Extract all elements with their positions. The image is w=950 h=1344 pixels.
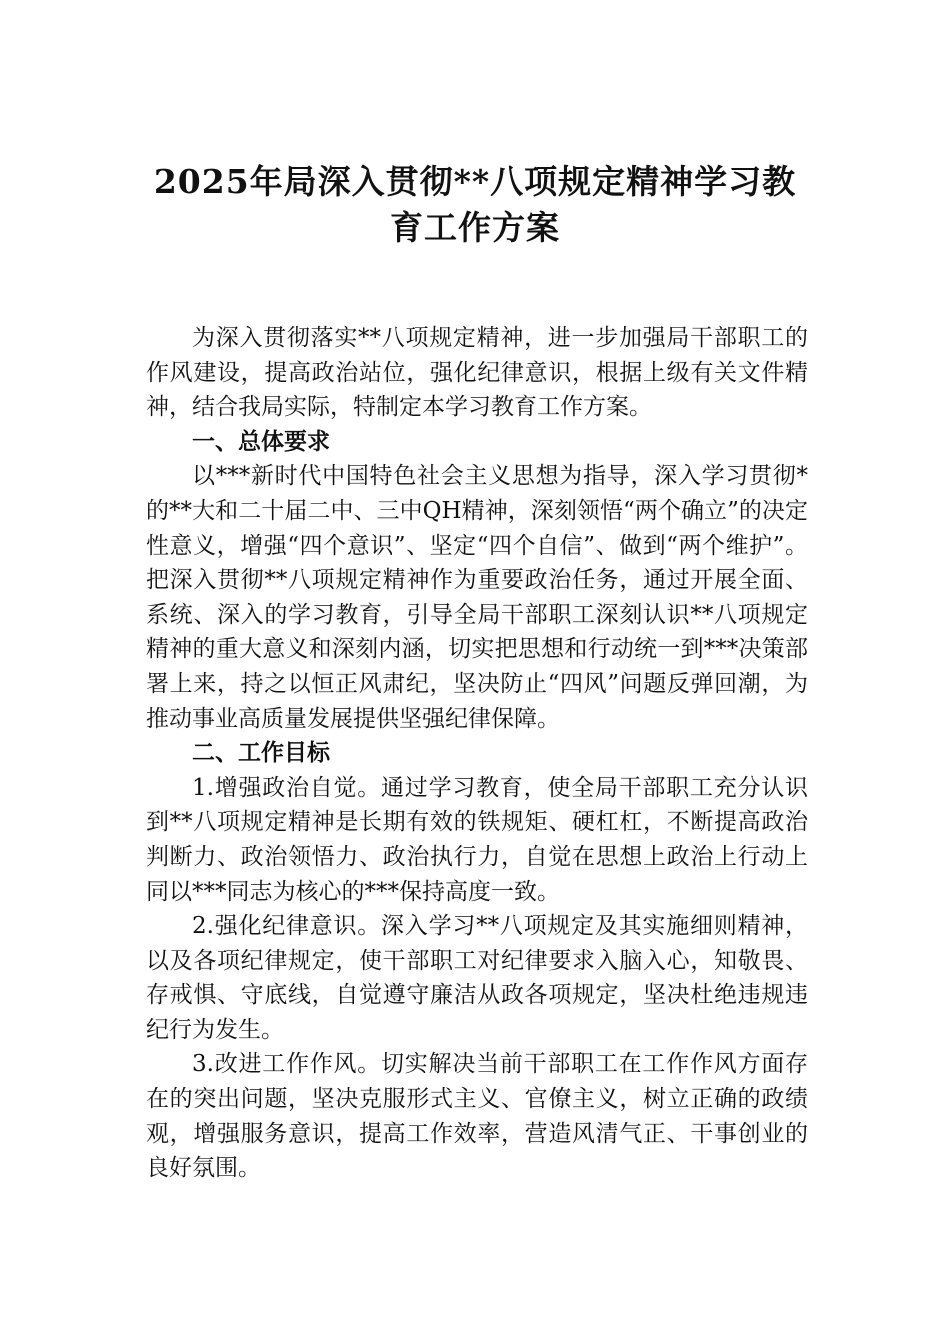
document-title-line-2: 育工作方案 bbox=[390, 208, 560, 247]
section-heading-work-goals: 二、工作目标 bbox=[192, 740, 330, 767]
work-goal-item: 3.改进工作作风。切实解决当前干部职工在工作作风方面存在的突出问题，坚决克服形式主义、官僚主义，树立正确的政绩观，增强服务意识，提高工作效率，营造风清气正、干事创业的良好氛围。 bbox=[146, 1051, 808, 1182]
section-heading-general-requirements: 一、总体要求 bbox=[192, 428, 330, 455]
general-requirements-paragraph: 以***新时代中国特色社会主义思想为指导，深入学习贯彻*的**大和二十届二中、三中QH精神，深刻领悟“两个确立”的决定性意义，增强“四个意识”、坚定“四个自信”、做到“两个维护”。把深入贯彻**八项规定精神作为重要政治任务，通过开展全面、系统、深入的学习教育，引导全局干部职工深刻认识**八项规定精神的重大意义和深刻内涵，切实把思想和行动统一到***决策部署上来，持之以恒正风肃纪，坚决防止“四风”问题反弹回潮，为推动事业高质量发展提供坚强纪律保障。 bbox=[146, 463, 808, 732]
work-goal-item: 2.强化纪律意识。深入学习**八项规定及其实施细则精神，以及各项纪律规定，使干部职工对纪律要求入脑入心，知敬畏、存戒惧、守底线，自觉遵守廉洁从政各项规定，坚决杜绝违规违纪行为发生。 bbox=[146, 913, 808, 1043]
work-goal-item: 1.增强政治自觉。通过学习教育，使全局干部职工充分认识到**八项规定精神是长期有效的铁规矩、硬杠杠，不断提高政治判断力、政治领悟力、政治执行力，自觉在思想上政治上行动上同以***同志为核心的***保持高度一致。 bbox=[146, 774, 808, 905]
document-body bbox=[146, 321, 808, 1186]
document-title-line-1: 2025年局深入贯彻**八项规定精神学习教 bbox=[153, 162, 797, 201]
intro-paragraph: 为深入贯彻落实**八项规定精神，进一步加强局干部职工的作风建设，提高政治站位，强化纪律意识，根据上级有关文件精神，结合我局实际，特制定本学习教育工作方案。 bbox=[146, 325, 808, 421]
